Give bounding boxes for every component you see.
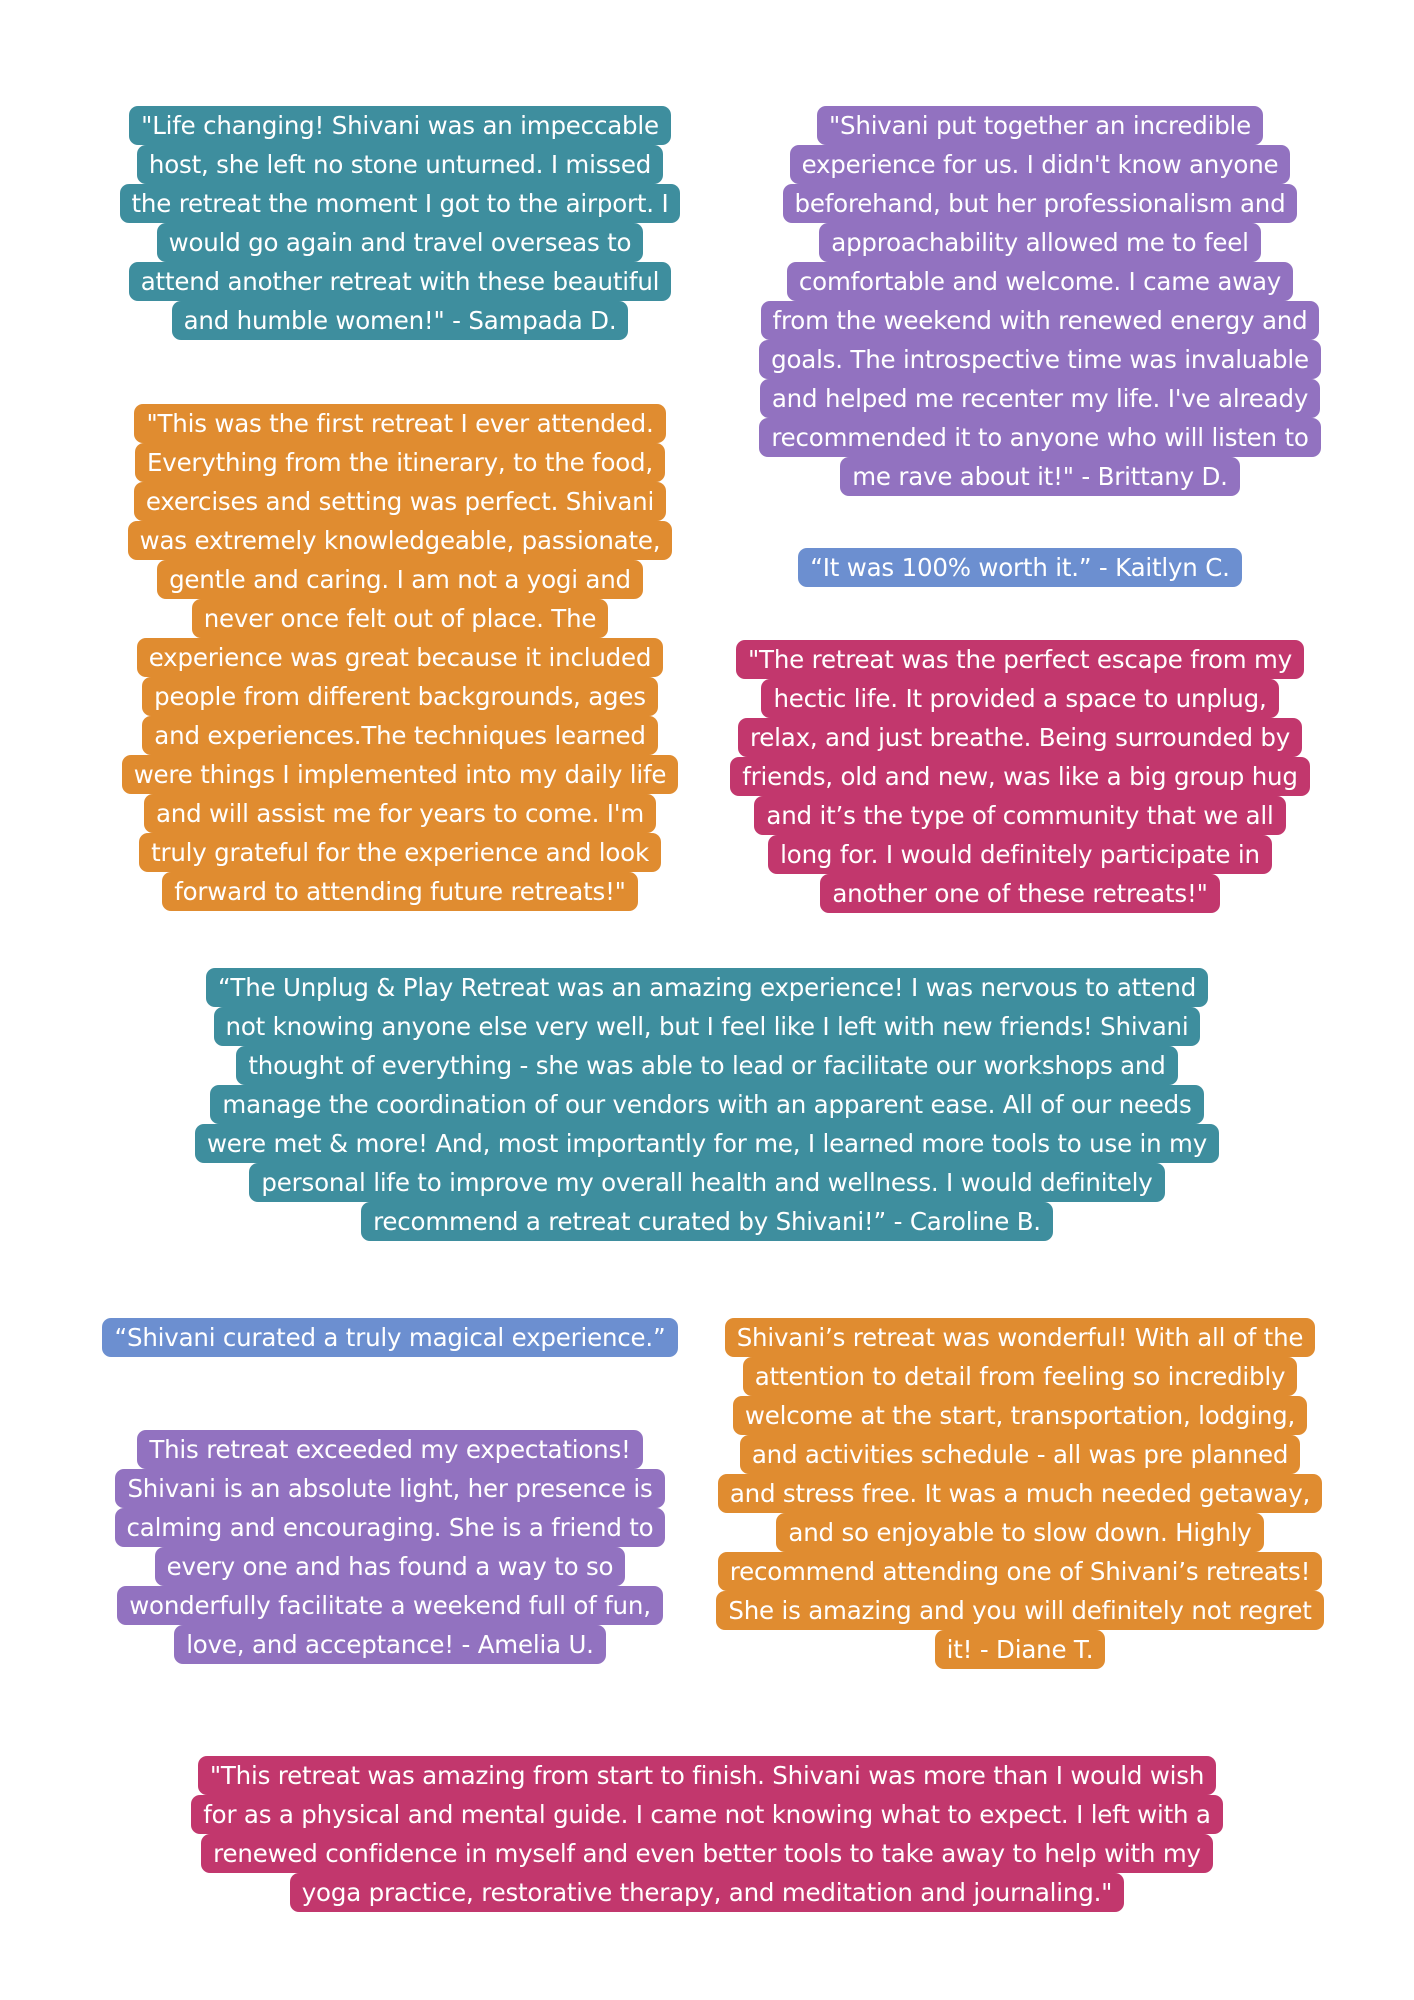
testimonial-line: never once felt out of place. The xyxy=(192,599,609,638)
testimonial-journaling xyxy=(150,1756,1264,1912)
testimonial-line: and will assist me for years to come. I'm xyxy=(144,794,656,833)
testimonial-line: would go again and travel overseas to xyxy=(157,223,644,262)
testimonial-line: "Life changing! Shivani was an impeccable xyxy=(129,106,671,145)
testimonial-diane xyxy=(710,1318,1330,1669)
testimonial-line: Everything from the itinerary, to the food, xyxy=(135,443,665,482)
testimonial-line: forward to attending future retreats!" xyxy=(162,872,638,911)
testimonial-line: beforehand, but her professionalism and xyxy=(783,184,1298,223)
testimonial-line: and experiences.The techniques learned xyxy=(142,716,657,755)
testimonial-line: recommended it to anyone who will listen to xyxy=(759,418,1320,457)
testimonial-line: thought of everything - she was able to lead or facilitate our workshops and xyxy=(236,1046,1177,1085)
testimonial-amelia xyxy=(90,1430,690,1664)
testimonial-line: host, she left no stone unturned. I missed xyxy=(137,145,663,184)
testimonial-line: and so enjoyable to slow down. Highly xyxy=(776,1513,1263,1552)
testimonial-line: She is amazing and you will definitely not regret xyxy=(716,1591,1323,1630)
testimonial-line: and it’s the type of community that we all xyxy=(754,796,1285,835)
testimonial-line: approachability allowed me to feel xyxy=(819,223,1261,262)
testimonial-line: renewed confidence in myself and even better tools to take away to help with my xyxy=(201,1834,1213,1873)
testimonial-line: experience for us. I didn't know anyone xyxy=(790,145,1291,184)
testimonial-line: for as a physical and mental guide. I came not knowing what to expect. I left with a xyxy=(191,1795,1223,1834)
testimonial-line: from the weekend with renewed energy and xyxy=(761,301,1320,340)
testimonial-line: and activities schedule - all was pre planned xyxy=(740,1435,1300,1474)
testimonial-brittany xyxy=(740,106,1340,496)
testimonial-line: personal life to improve my overall health and wellness. I would definitely xyxy=(249,1163,1164,1202)
testimonial-line: not knowing anyone else very well, but I feel like I left with new friends! Shivani xyxy=(214,1007,1201,1046)
testimonial-line: was extremely knowledgeable, passionate, xyxy=(128,521,673,560)
testimonial-kaitlyn xyxy=(740,548,1300,587)
testimonial-line: "The retreat was the perfect escape from my xyxy=(736,640,1304,679)
testimonial-line: welcome at the start, transportation, lodging, xyxy=(733,1396,1307,1435)
testimonial-line: it! - Diane T. xyxy=(935,1630,1106,1669)
testimonial-line: "This was the first retreat I ever attended. xyxy=(134,404,665,443)
testimonial-line: attend another retreat with these beautiful xyxy=(129,262,672,301)
testimonial-line: long for. I would definitely participate in xyxy=(768,835,1272,874)
testimonial-magical xyxy=(90,1318,690,1357)
testimonial-line: and helped me recenter my life. I've already xyxy=(760,379,1320,418)
testimonial-line: Shivani is an absolute light, her presence is xyxy=(115,1469,664,1508)
testimonial-line: love, and acceptance! - Amelia U. xyxy=(174,1625,606,1664)
testimonial-line: "Shivani put together an incredible xyxy=(817,106,1263,145)
testimonial-sampada xyxy=(100,106,700,340)
testimonial-line: hectic life. It provided a space to unplug, xyxy=(761,679,1278,718)
testimonial-line: truly grateful for the experience and look xyxy=(139,833,661,872)
testimonial-line: experience was great because it included xyxy=(137,638,664,677)
testimonial-line: yoga practice, restorative therapy, and meditation and journaling." xyxy=(290,1873,1125,1912)
testimonial-line: every one and has found a way to so xyxy=(155,1547,626,1586)
testimonial-line: another one of these retreats!" xyxy=(820,874,1219,913)
testimonial-line: friends, old and new, was like a big group hug xyxy=(730,757,1309,796)
testimonial-line: were met & more! And, most importantly for me, I learned more tools to use in my xyxy=(195,1124,1219,1163)
testimonial-line: the retreat the moment I got to the airport. I xyxy=(120,184,681,223)
testimonial-line: “The Unplug & Play Retreat was an amazing experience! I was nervous to attend xyxy=(206,968,1208,1007)
testimonial-line: calming and encouraging. She is a friend to xyxy=(115,1508,666,1547)
testimonial-line: me rave about it!" - Brittany D. xyxy=(840,457,1240,496)
testimonial-line: recommend a retreat curated by Shivani!” - Caroline B. xyxy=(361,1202,1053,1241)
testimonial-line: "This retreat was amazing from start to finish. Shivani was more than I would wish xyxy=(198,1756,1216,1795)
testimonial-line: relax, and just breathe. Being surrounded by xyxy=(738,718,1302,757)
testimonial-line: comfortable and welcome. I came away xyxy=(787,262,1293,301)
testimonial-line: Shivani’s retreat was wonderful! With all of the xyxy=(725,1318,1316,1357)
testimonial-line: attention to detail from feeling so incredibly xyxy=(743,1357,1298,1396)
testimonial-caroline xyxy=(150,968,1264,1241)
testimonial-line: goals. The introspective time was invaluable xyxy=(759,340,1321,379)
testimonial-line: people from different backgrounds, ages xyxy=(142,677,658,716)
testimonial-line: exercises and setting was perfect. Shivani xyxy=(134,482,666,521)
testimonial-line: This retreat exceeded my expectations! xyxy=(137,1430,642,1469)
testimonial-line: and humble women!" - Sampada D. xyxy=(172,301,629,340)
testimonial-line: wonderfully facilitate a weekend full of fun, xyxy=(117,1586,663,1625)
testimonial-line: and stress free. It was a much needed getaway, xyxy=(718,1474,1322,1513)
testimonial-first-retreat xyxy=(100,404,700,911)
testimonial-line: were things I implemented into my daily life xyxy=(122,755,679,794)
testimonial-line: manage the coordination of our vendors with an apparent ease. All of our needs xyxy=(210,1085,1203,1124)
testimonial-line: “Shivani curated a truly magical experience.” xyxy=(102,1318,677,1357)
testimonial-escape xyxy=(720,640,1320,913)
testimonial-line: gentle and caring. I am not a yogi and xyxy=(157,560,643,599)
testimonial-line: recommend attending one of Shivani’s retreats! xyxy=(718,1552,1322,1591)
testimonial-line: “It was 100% worth it.” - Kaitlyn C. xyxy=(798,548,1241,587)
